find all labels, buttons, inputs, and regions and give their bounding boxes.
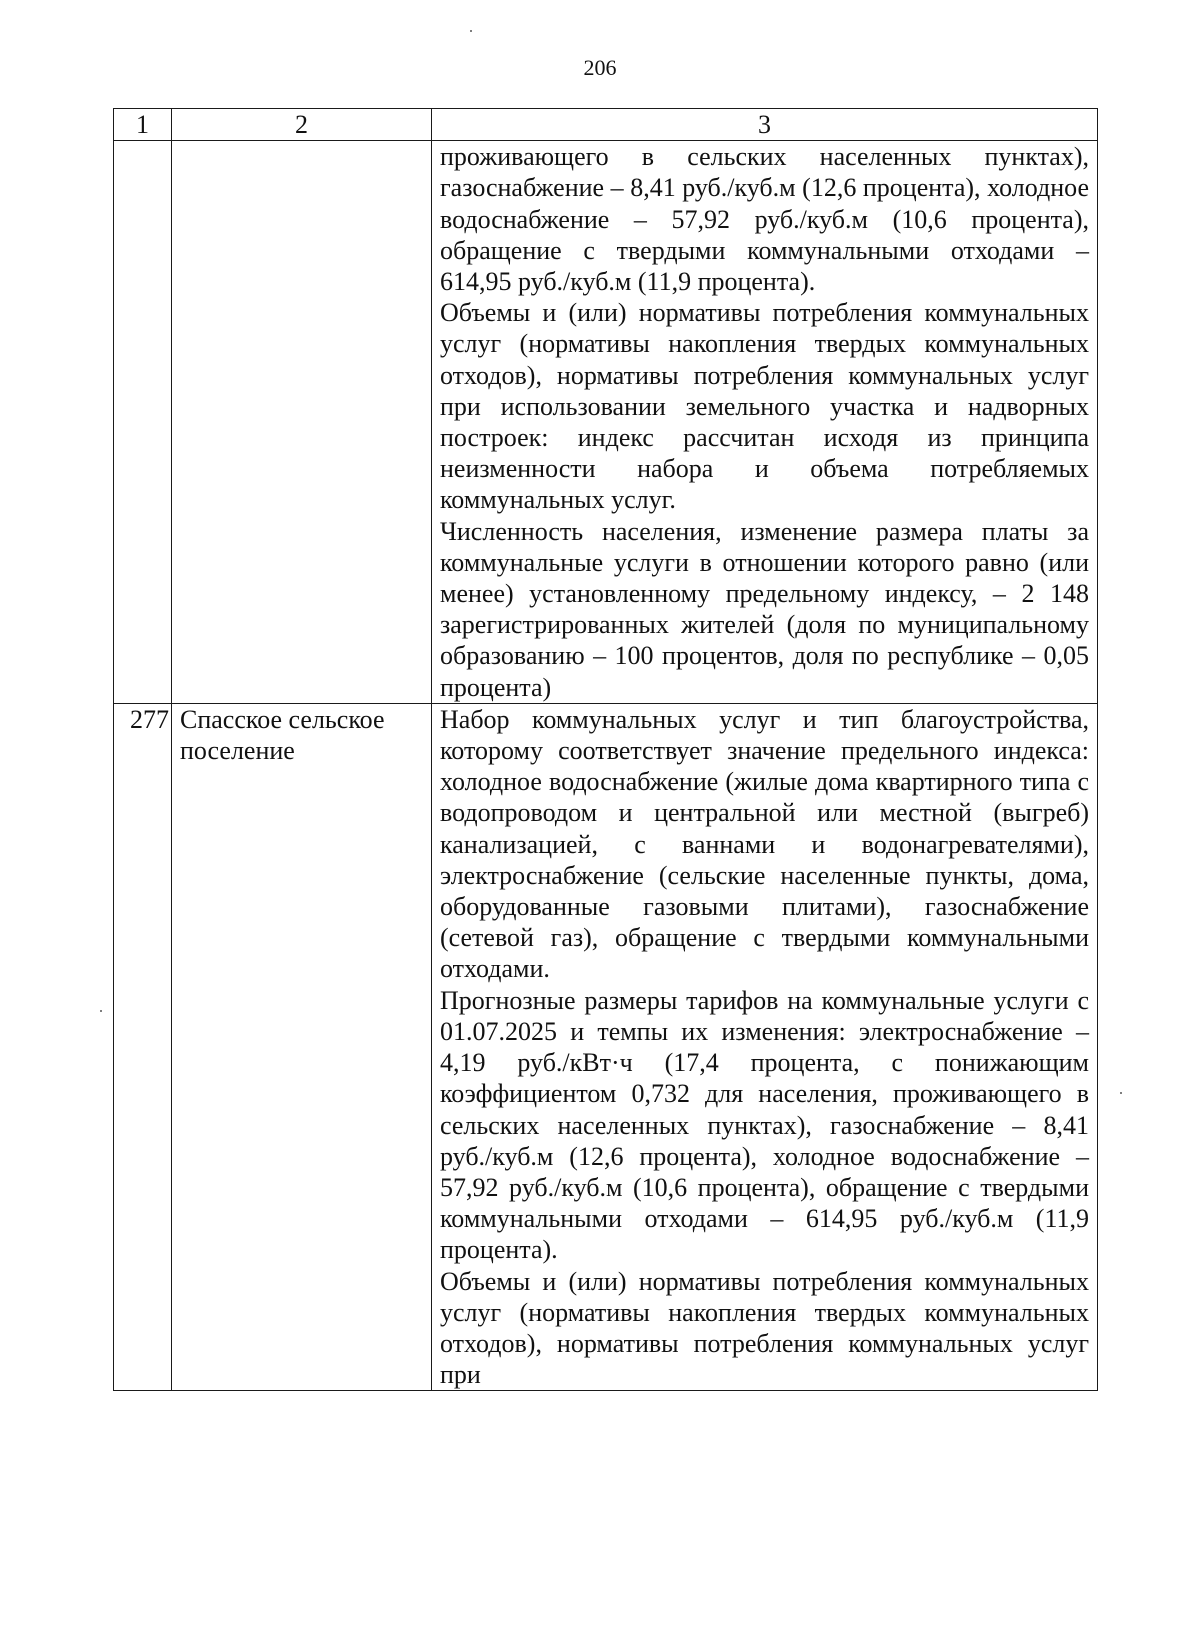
- row-name-cell: [172, 141, 432, 704]
- table-row: [114, 703, 1098, 1390]
- paragraph: Объемы и (или) нормативы потребления коммунальных услуг (нормативы накопления твердых коммунальных отходов), нормативы потребления коммунальных услуг при: [440, 1266, 1089, 1390]
- table-row: [114, 141, 1098, 704]
- column-header-description: 3: [432, 109, 1098, 141]
- paragraph: проживающего в сельских населенных пунктах), газоснабжение – 8,41 руб./куб.м (12,6 процента), холодное водоснабжение – 57,92 руб./куб.м (10,6 процента), обращение с твердыми коммунальными отходами – 614,95 руб./куб.м (11,9 процента).: [440, 142, 1089, 297]
- column-header-name: 2: [172, 109, 432, 141]
- paragraph: Прогнозные размеры тарифов на коммунальные услуги с 01.07.2025 и темпы их изменения: электроснабжение – 4,19 руб./кВт·ч (17,4 процента, с понижающим коэффициентом 0,732 для населения, проживающего в сельских населенных пунктах), газоснабжение – 8,41 руб./куб.м (12,6 процента), холодное водоснабжение – 57,92 руб./куб.м (10,6 процента), обращение с твердыми коммунальными отходами – 614,95 руб./куб.м (11,9 процента).: [440, 985, 1089, 1265]
- row-number-cell: [114, 141, 172, 704]
- row-name-cell: Спасское сельское поселение: [172, 703, 432, 1390]
- scan-speck: [470, 30, 472, 32]
- paragraph: Объемы и (или) нормативы потребления коммунальных услуг (нормативы накопления твердых коммунальных отходов), нормативы потребления коммунальных услуг при использовании земельного участка и надворных построек: индекс рассчитан исходя из принципа неизменности набора и объема потребляемых коммунальных услуг.: [440, 298, 1089, 515]
- paragraph: Численность населения, изменение размера платы за коммунальные услуги в отношении которого равно (или менее) установленному предельному индексу, – 2 148 зарегистрированных жителей (доля по муниципальному образованию – 100 процентов, доля по республике – 0,05 процента): [440, 516, 1089, 702]
- paragraph: Набор коммунальных услуг и тип благоустройства, которому соответствует значение предельного индекса: холодное водоснабжение (жилые дома квартирного типа с водопроводом и центральной или местной (выгреб) канализацией, с ваннами и водонагревателями), электроснабжение (сельские населенные пункты, дома, оборудованные газовыми плитами), газоснабжение (сетевой газ), обращение с твердыми коммунальными отходами.: [440, 704, 1089, 984]
- scan-speck: [1120, 1092, 1122, 1094]
- scan-speck: [100, 1010, 102, 1012]
- row-number-cell: 277: [114, 703, 172, 1390]
- column-header-number: 1: [114, 109, 172, 141]
- row-description-cell: [432, 141, 1098, 704]
- table-header-row: [114, 109, 1098, 141]
- row-description-cell: [432, 703, 1098, 1390]
- document-table: [113, 108, 1098, 1391]
- page-number: 206: [583, 55, 617, 80]
